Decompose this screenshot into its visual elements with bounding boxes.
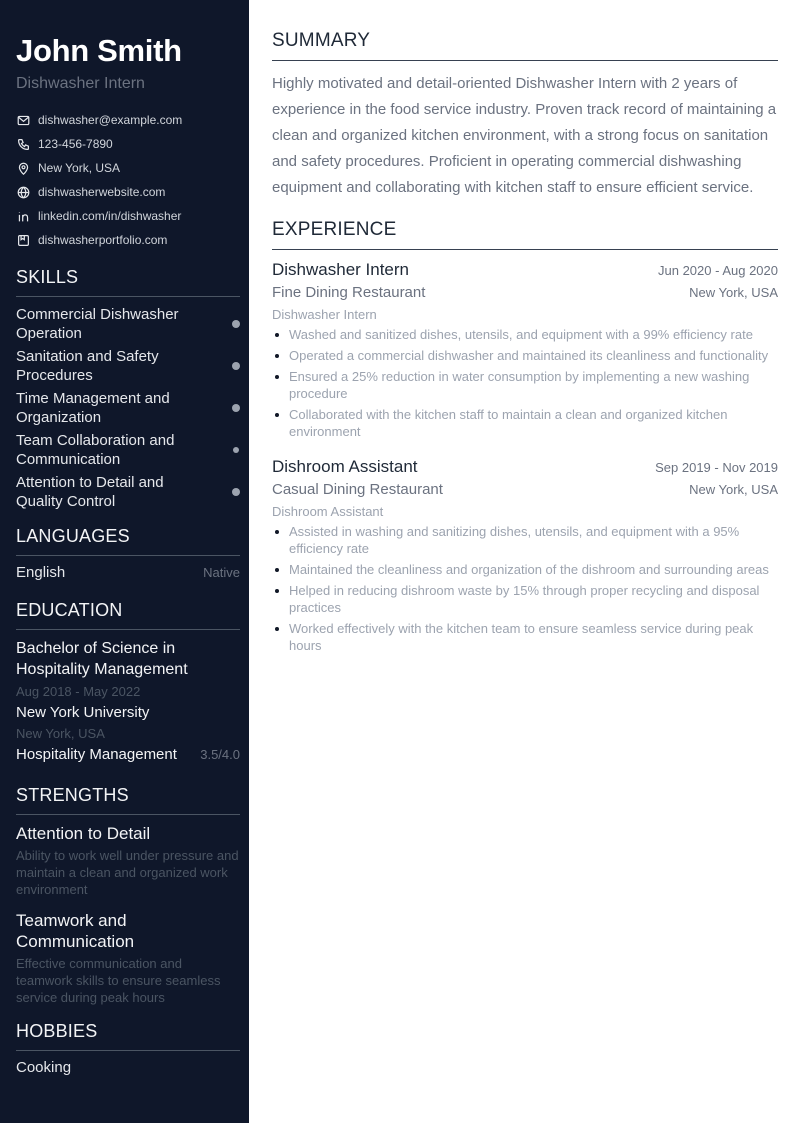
- job-bullet: Worked effectively with the kitchen team to ensure seamless service during peak hours: [272, 620, 778, 654]
- contact-portfolio-text: dishwasherportfolio.com: [38, 233, 168, 247]
- job-subtitle: Dishroom Assistant: [272, 504, 384, 519]
- mail-icon: [16, 113, 30, 127]
- skill-level-dot: [232, 362, 240, 370]
- experience-section: [272, 219, 778, 654]
- education-location: New York, USA: [16, 726, 105, 741]
- candidate-title: Dishwasher Intern: [16, 75, 145, 92]
- job-bullet: Collaborated with the kitchen staff to maintain a clean and organized kitchen environment: [272, 406, 778, 440]
- portfolio-icon: [16, 233, 30, 247]
- job-title: Dishroom Assistant: [272, 457, 418, 476]
- hobbies-section: [16, 1020, 240, 1076]
- job-bullets: [272, 326, 778, 440]
- strengths-section: [16, 784, 240, 1006]
- contact-website[interactable]: [16, 180, 240, 204]
- skill-level-dot: [232, 404, 240, 412]
- language-name: English: [16, 564, 66, 581]
- job-subtitle: Dishwasher Intern: [272, 307, 377, 322]
- job-dates: Sep 2019 - Nov 2019: [655, 460, 778, 475]
- education-field: Hospitality Management: [16, 746, 177, 763]
- experience-heading: EXPERIENCE: [272, 219, 778, 250]
- job-bullet: Helped in reducing dishroom waste by 15% through proper recycling and disposal practices: [272, 582, 778, 616]
- skill-label: Team Collaboration and Communication: [16, 432, 175, 468]
- skill-item: [16, 431, 240, 469]
- skill-label: Sanitation and Safety Procedures: [16, 348, 159, 384]
- job-company: Fine Dining Restaurant: [272, 284, 426, 301]
- strengths-heading: STRENGTHS: [16, 784, 240, 815]
- job-entry: [272, 456, 778, 654]
- job-bullet: Operated a commercial dishwasher and maintained its cleanliness and functionality: [272, 347, 778, 364]
- linkedin-icon: [16, 209, 30, 223]
- job-bullets: [272, 523, 778, 654]
- strength-title: Attention to Detail: [16, 824, 151, 843]
- skill-level-dot: [232, 488, 240, 496]
- skill-level-dot: [233, 447, 239, 453]
- skill-item: [16, 473, 240, 511]
- skill-item: [16, 389, 240, 427]
- skill-item: [16, 305, 240, 343]
- summary-section: [272, 30, 778, 201]
- summary-text: Highly motivated and detail-oriented Dishwasher Intern with 2 years of experience in the food service industry. Proven track record of maintaining a clean and organized kitchen environment, with a strong focus on sanitation and safety procedures. Proficient in operating commercial dishwashing equipment and collaborating with kitchen staff to ensure efficient service.: [272, 75, 777, 196]
- job-location: New York, USA: [689, 482, 778, 497]
- contact-phone-text: 123-456-7890: [38, 137, 113, 151]
- strength-description: Ability to work well under pressure and maintain a clean and organized work environment: [16, 848, 239, 897]
- skills-section: [16, 266, 240, 511]
- location-icon: [16, 161, 30, 175]
- contact-list: [16, 108, 240, 252]
- education-gpa: 3.5/4.0: [200, 747, 240, 762]
- phone-icon: [16, 137, 30, 151]
- job-bullet: Maintained the cleanliness and organization of the dishroom and surrounding areas: [272, 561, 778, 578]
- job-company: Casual Dining Restaurant: [272, 481, 443, 498]
- job-title: Dishwasher Intern: [272, 260, 410, 279]
- strength-title: Teamwork and Communication: [16, 911, 135, 951]
- summary-heading: SUMMARY: [272, 30, 778, 61]
- main-content: [272, 30, 778, 658]
- sidebar: [0, 0, 249, 1123]
- contact-portfolio[interactable]: [16, 228, 240, 252]
- skill-label: Commercial Dishwasher Operation: [16, 306, 179, 342]
- contact-email-text: dishwasher@example.com: [38, 113, 183, 127]
- language-item: [16, 564, 240, 581]
- contact-website-text: dishwasherwebsite.com: [38, 185, 166, 199]
- skill-label: Attention to Detail and Quality Control: [16, 474, 164, 510]
- contact-linkedin[interactable]: [16, 204, 240, 228]
- languages-heading: LANGUAGES: [16, 525, 240, 556]
- skill-label: Time Management and Organization: [16, 390, 170, 426]
- hobby-item: Cooking: [16, 1059, 72, 1076]
- job-dates: Jun 2020 - Aug 2020: [658, 263, 778, 278]
- strength-description: Effective communication and teamwork skills to ensure seamless service during peak hours: [16, 956, 221, 1005]
- hobbies-heading: HOBBIES: [16, 1020, 240, 1051]
- job-bullet: Ensured a 25% reduction in water consumption by implementing a new washing procedure: [272, 368, 778, 402]
- contact-linkedin-text: linkedin.com/in/dishwasher: [38, 209, 182, 223]
- candidate-name: John Smith: [16, 33, 182, 68]
- education-heading: EDUCATION: [16, 599, 240, 630]
- skills-heading: SKILLS: [16, 266, 240, 297]
- skill-level-dot: [232, 320, 240, 328]
- job-bullet: Washed and sanitized dishes, utensils, and equipment with a 99% efficiency rate: [272, 326, 778, 343]
- job-location: New York, USA: [689, 285, 778, 300]
- language-level: Native: [203, 565, 240, 580]
- contact-email[interactable]: [16, 108, 240, 132]
- contact-location: [16, 156, 240, 180]
- education-dates: Aug 2018 - May 2022: [16, 684, 141, 699]
- contact-location-text: New York, USA: [38, 161, 121, 175]
- job-entry: [272, 259, 778, 440]
- education-degree: Bachelor of Science in Hospitality Management: [16, 640, 188, 678]
- contact-phone[interactable]: [16, 132, 240, 156]
- skill-item: [16, 347, 240, 385]
- education-school: New York University: [16, 704, 150, 721]
- job-bullet: Assisted in washing and sanitizing dishes, utensils, and equipment with a 95% efficiency rate: [272, 523, 778, 557]
- languages-section: [16, 525, 240, 581]
- globe-icon: [16, 185, 30, 199]
- education-section: [16, 599, 240, 766]
- education-field-row: [16, 744, 240, 766]
